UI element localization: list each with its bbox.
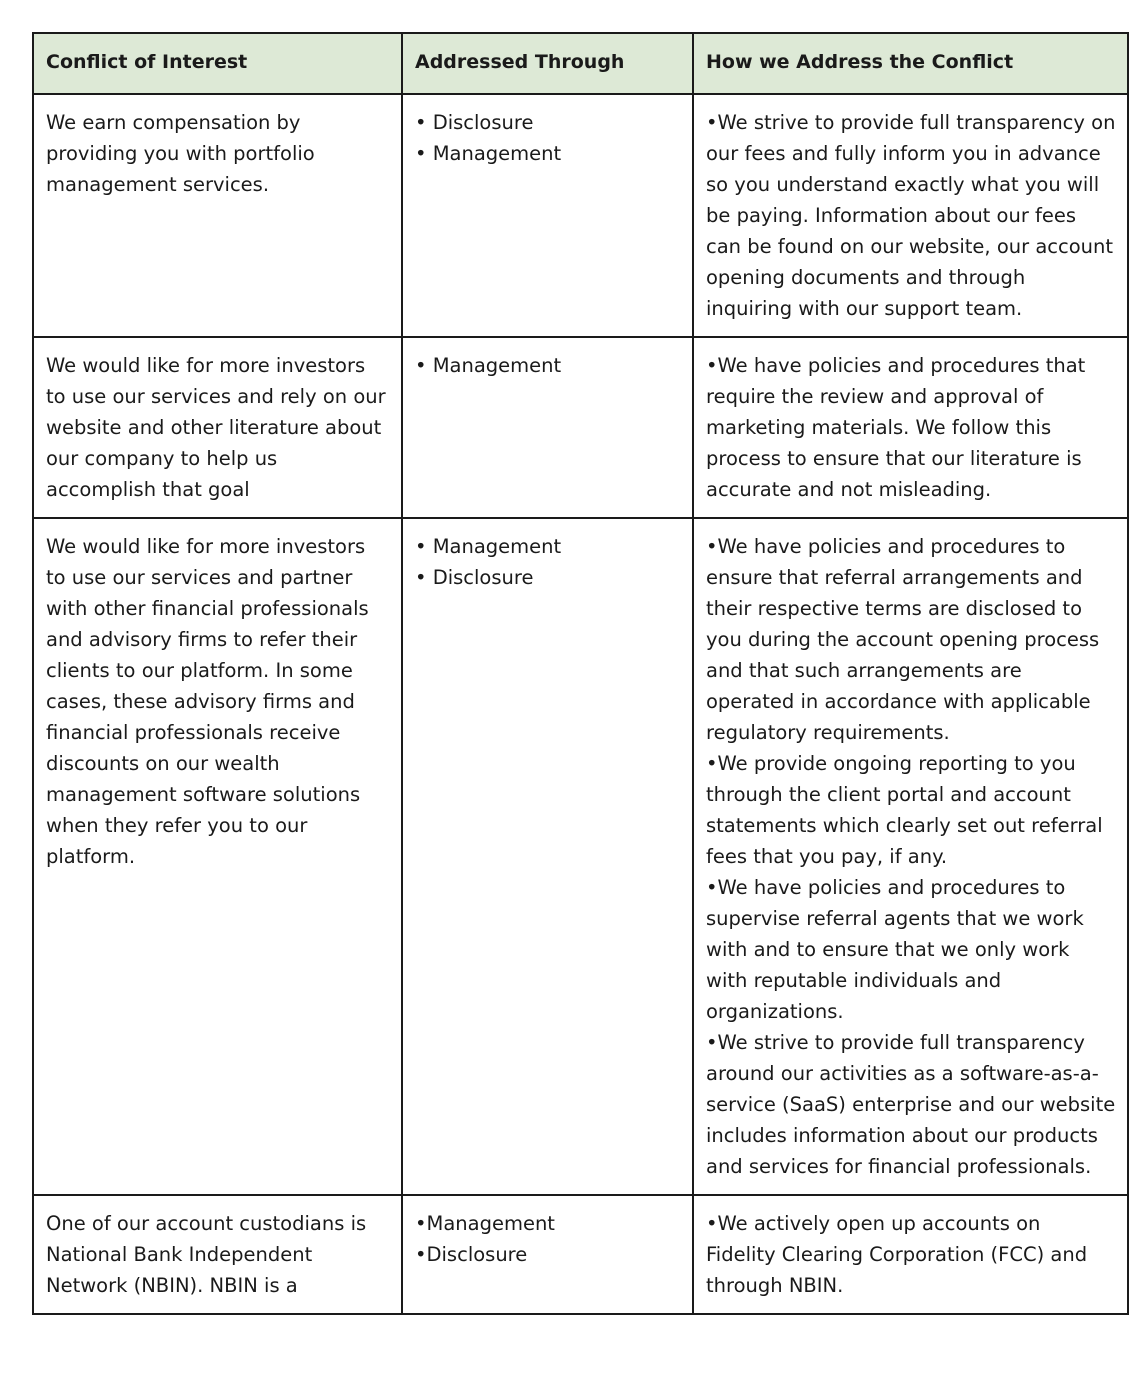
addressed-cell bbox=[402, 1195, 693, 1314]
how-item: •We have policies and procedures to supervise referral agents that we work with and to ensure that we only work with reputable individuals and organizations. bbox=[706, 876, 1090, 1023]
how-cell bbox=[693, 94, 1128, 337]
conflict-text: We earn compensation by providing you with portfolio management services. bbox=[46, 111, 321, 196]
conflict-text: We would like for more investors to use our services and rely on our website and other literature about our company to help us accomplish that goal bbox=[46, 354, 392, 501]
addressed-item: •Disclosure bbox=[415, 1243, 528, 1266]
addressed-item: •Management bbox=[415, 1212, 555, 1235]
addressed-item: • Disclosure bbox=[415, 566, 534, 589]
table-row bbox=[33, 518, 1128, 1195]
table-row bbox=[33, 337, 1128, 518]
conflict-cell bbox=[33, 1195, 402, 1314]
addressed-cell bbox=[402, 94, 693, 337]
addressed-item: • Management bbox=[415, 142, 562, 165]
how-item: •We strive to provide full transparency around our activities as a software-as-a-service (SaaS) enterprise and our website includes information about our products and services for financial professionals. bbox=[706, 1031, 1122, 1178]
addressed-cell bbox=[402, 337, 693, 518]
conflict-text: One of our account custodians is National Bank Independent Network (NBIN). NBIN is a bbox=[46, 1212, 373, 1297]
conflicts-table bbox=[32, 32, 1129, 1315]
how-cell bbox=[693, 1195, 1128, 1314]
conflict-cell bbox=[33, 94, 402, 337]
how-cell bbox=[693, 337, 1128, 518]
addressed-item: • Management bbox=[415, 354, 562, 377]
table-row bbox=[33, 1195, 1128, 1314]
conflict-text: We would like for more investors to use our services and partner with other financial professionals and advisory firms to refer their clients to our platform. In some cases, these advisory firms and financial professionals receive discounts on our wealth management software solutions when they refer you to our platform. bbox=[46, 535, 375, 868]
how-item: •We actively open up accounts on Fidelity Clearing Corporation (FCC) and through NBIN. bbox=[706, 1212, 1094, 1297]
table-row bbox=[33, 94, 1128, 337]
addressed-cell bbox=[402, 518, 693, 1195]
how-item: •We provide ongoing reporting to you through the client portal and account statements which clearly set out referral fees that you pay, if any. bbox=[706, 752, 1109, 868]
conflict-cell bbox=[33, 518, 402, 1195]
addressed-item: • Disclosure bbox=[415, 111, 534, 134]
conflict-cell bbox=[33, 337, 402, 518]
header-how-we-address: How we Address the Conflict bbox=[693, 33, 1128, 94]
how-item: •We have policies and procedures that require the review and approval of marketing materials. We follow this process to ensure that our literature is accurate and not misleading. bbox=[706, 354, 1092, 501]
how-item: •We strive to provide full transparency on our fees and fully inform you in advance so you understand exactly what you will be paying. Information about our fees can be found on our website, our account opening documents and through inquiring with our support team. bbox=[706, 111, 1122, 320]
addressed-item: • Management bbox=[415, 535, 562, 558]
how-item: •We have policies and procedures to ensure that referral arrangements and their respective terms are disclosed to you during the account opening process and that such arrangements are operated in accordance with applicable regulatory requirements. bbox=[706, 535, 1106, 744]
header-addressed-through: Addressed Through bbox=[402, 33, 693, 94]
how-cell bbox=[693, 518, 1128, 1195]
header-conflict-of-interest: Conflict of Interest bbox=[33, 33, 402, 94]
table-header-row bbox=[33, 33, 1128, 94]
